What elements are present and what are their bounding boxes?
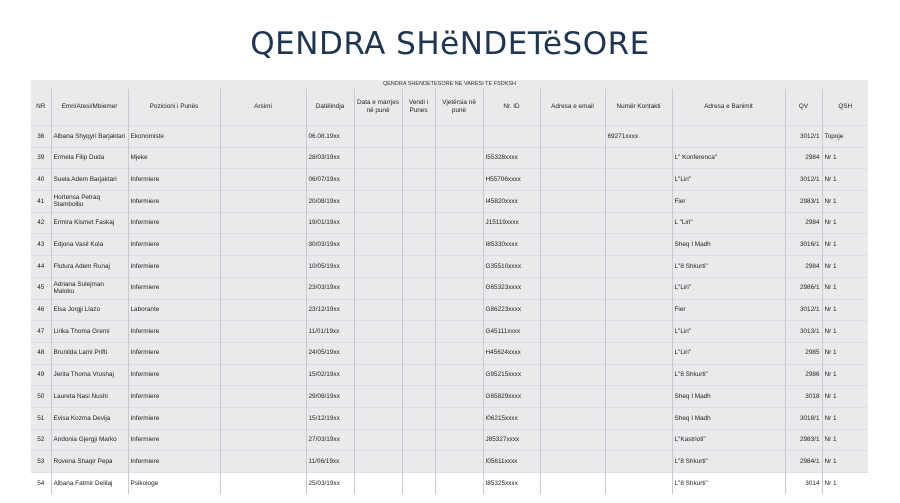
cell-full-name: Adriana Sulejman Maloku <box>51 277 128 299</box>
cell-education <box>220 126 306 148</box>
cell-row-number: 42 <box>31 212 51 234</box>
cell-qv: 2986/1 <box>785 277 822 299</box>
cell-hire-date <box>354 234 402 256</box>
table-row <box>31 451 868 473</box>
cell-contact-number <box>605 451 672 473</box>
cell-qsh: Nr 1 <box>822 277 868 299</box>
cell-position: Infermiere <box>128 191 220 213</box>
cell-birth-date: 19/01/19xx <box>306 212 354 234</box>
cell-education <box>220 407 306 429</box>
cell-birth-date: 15/02/19xx <box>306 364 354 386</box>
table-row <box>31 321 868 343</box>
cell-id-number: G35510xxxx <box>483 256 540 278</box>
cell-full-name: Ermira Kismet Faskaj <box>51 212 128 234</box>
cell-row-number: 39 <box>31 147 51 169</box>
page-title: QENDRA SHëNDETëSORE <box>250 26 650 62</box>
cell-contact-number <box>605 386 672 408</box>
cell-birth-date: 11/06/19xx <box>306 451 354 473</box>
cell-seniority <box>435 169 483 191</box>
cell-contact-number: 69271xxxx <box>605 126 672 148</box>
cell-id-number: H55706xxxx <box>483 169 540 191</box>
cell-id-number: G86223xxxx <box>483 299 540 321</box>
column-header: NR <box>31 89 51 126</box>
cell-birth-date: 23/03/19xx <box>306 277 354 299</box>
cell-education <box>220 321 306 343</box>
cell-contact-number <box>605 407 672 429</box>
cell-qsh: Topoje <box>822 126 868 148</box>
cell-home-address: L"Kastrioti" <box>672 429 785 451</box>
column-header: Arsimi <box>220 89 306 126</box>
cell-birth-date: 11/01/19xx <box>306 321 354 343</box>
column-header: Emri/Atesi/Mbiemer <box>51 89 128 126</box>
cell-full-name: Albana Shyqyri Barjaktari <box>51 126 128 148</box>
cell-birth-date: 23/12/19xx <box>306 299 354 321</box>
cell-qv: 2984/1 <box>785 451 822 473</box>
cell-seniority <box>435 126 483 148</box>
cell-id-number: G65829xxxx <box>483 386 540 408</box>
cell-home-address: Sheq I Madh <box>672 234 785 256</box>
cell-row-number: 50 <box>31 386 51 408</box>
table-row <box>31 473 868 494</box>
cell-row-number: 48 <box>31 342 51 364</box>
cell-full-name: Lirika Thoma Gremi <box>51 321 128 343</box>
cell-id-number: G65323xxxx <box>483 277 540 299</box>
cell-position: Infermiere <box>128 212 220 234</box>
cell-row-number: 46 <box>31 299 51 321</box>
cell-seniority <box>435 191 483 213</box>
cell-workplace <box>402 451 435 473</box>
cell-row-number: 51 <box>31 407 51 429</box>
cell-qv: 3012/1 <box>785 169 822 191</box>
cell-seniority <box>435 321 483 343</box>
cell-position: Infermiere <box>128 169 220 191</box>
cell-full-name: Suela Adem Barjaktari <box>51 169 128 191</box>
cell-row-number: 45 <box>31 277 51 299</box>
cell-qv: 3012/1 <box>785 126 822 148</box>
cell-qv: 2985 <box>785 342 822 364</box>
cell-id-number: I85325xxxx <box>483 473 540 494</box>
cell-workplace <box>402 342 435 364</box>
cell-hire-date <box>354 212 402 234</box>
cell-qsh: Nr 1 <box>822 169 868 191</box>
cell-contact-number <box>605 364 672 386</box>
table-row <box>31 299 868 321</box>
cell-id-number: G45111xxxx <box>483 321 540 343</box>
column-header: Data e marrjes në punë <box>354 89 402 126</box>
cell-hire-date <box>354 451 402 473</box>
cell-row-number: 41 <box>31 191 51 213</box>
cell-position: Ekonomiste <box>128 126 220 148</box>
cell-hire-date <box>354 364 402 386</box>
cell-education <box>220 212 306 234</box>
cell-id-number: I55328xxxx <box>483 147 540 169</box>
cell-home-address: L"Liri" <box>672 169 785 191</box>
cell-id-number: I06215xxxx <box>483 407 540 429</box>
table-row <box>31 126 868 148</box>
cell-hire-date <box>354 126 402 148</box>
cell-contact-number <box>605 234 672 256</box>
cell-hire-date <box>354 386 402 408</box>
cell-qsh: Nr 1 <box>822 473 868 494</box>
cell-workplace <box>402 299 435 321</box>
cell-id-number: I05611xxxx <box>483 451 540 473</box>
cell-birth-date: 30/03/19xx <box>306 234 354 256</box>
cell-home-address <box>672 126 785 148</box>
cell-qv: 2983/1 <box>785 191 822 213</box>
column-header: Numër Kontakti <box>605 89 672 126</box>
cell-workplace <box>402 386 435 408</box>
cell-row-number: 44 <box>31 256 51 278</box>
cell-seniority <box>435 407 483 429</box>
cell-education <box>220 299 306 321</box>
cell-email <box>540 364 605 386</box>
cell-contact-number <box>605 169 672 191</box>
cell-full-name: Ermela Filip Duda <box>51 147 128 169</box>
cell-full-name: Jerita Thoma Vrushaj <box>51 364 128 386</box>
cell-qv: 3012/1 <box>785 299 822 321</box>
cell-seniority <box>435 364 483 386</box>
cell-education <box>220 364 306 386</box>
cell-home-address: L"Liri" <box>672 321 785 343</box>
cell-seniority <box>435 212 483 234</box>
cell-position: Laborante <box>128 299 220 321</box>
cell-contact-number <box>605 256 672 278</box>
cell-education <box>220 429 306 451</box>
column-header: Adresa e email <box>540 89 605 126</box>
cell-qv: 2983/1 <box>785 429 822 451</box>
cell-position: Infermiere <box>128 429 220 451</box>
cell-position: Infermiere <box>128 386 220 408</box>
cell-qsh: Nr 1 <box>822 256 868 278</box>
cell-hire-date <box>354 147 402 169</box>
cell-birth-date: 25/03/19xx <box>306 473 354 494</box>
cell-qv: 2984 <box>785 212 822 234</box>
cell-education <box>220 234 306 256</box>
cell-home-address: L"Liri" <box>672 277 785 299</box>
cell-birth-date: 29/08/19xx <box>306 386 354 408</box>
cell-full-name: Andonia Gjergji Marko <box>51 429 128 451</box>
cell-contact-number <box>605 342 672 364</box>
cell-qsh: Nr 1 <box>822 147 868 169</box>
column-header: QV <box>785 89 822 126</box>
cell-home-address: L"Liri" <box>672 342 785 364</box>
cell-home-address: L"8 Shkurti" <box>672 364 785 386</box>
cell-seniority <box>435 277 483 299</box>
cell-position: Infermiere <box>128 234 220 256</box>
cell-qsh: Nr 1 <box>822 451 868 473</box>
cell-hire-date <box>354 429 402 451</box>
cell-full-name: Rovena Shaqir Pepa <box>51 451 128 473</box>
cell-workplace <box>402 321 435 343</box>
cell-qv: 3018 <box>785 386 822 408</box>
table-row <box>31 191 868 213</box>
cell-id-number: J15119xxxx <box>483 212 540 234</box>
cell-seniority <box>435 342 483 364</box>
cell-email <box>540 256 605 278</box>
cell-birth-date: 15/12/19xx <box>306 407 354 429</box>
cell-email <box>540 147 605 169</box>
cell-home-address: L" Konferenca" <box>672 147 785 169</box>
table-row <box>31 342 868 364</box>
table-row <box>31 256 868 278</box>
cell-position: Psikologe <box>128 473 220 494</box>
cell-seniority <box>435 299 483 321</box>
table-row <box>31 386 868 408</box>
cell-qsh: Nr 1 <box>822 429 868 451</box>
cell-email <box>540 321 605 343</box>
cell-education <box>220 256 306 278</box>
cell-qsh: Nr 1 <box>822 321 868 343</box>
cell-position: Infermiere <box>128 364 220 386</box>
cell-qsh: Nr 1 <box>822 364 868 386</box>
cell-education <box>220 473 306 494</box>
cell-hire-date <box>354 299 402 321</box>
cell-workplace <box>402 473 435 494</box>
cell-email <box>540 126 605 148</box>
cell-workplace <box>402 407 435 429</box>
cell-workplace <box>402 234 435 256</box>
cell-education <box>220 169 306 191</box>
cell-home-address: Fier <box>672 191 785 213</box>
cell-education <box>220 147 306 169</box>
table-row <box>31 169 868 191</box>
cell-row-number: 49 <box>31 364 51 386</box>
cell-row-number: 43 <box>31 234 51 256</box>
cell-email <box>540 451 605 473</box>
cell-education <box>220 451 306 473</box>
column-header: Adresa e Banimit <box>672 89 785 126</box>
cell-qv: 3016/1 <box>785 234 822 256</box>
cell-id-number: I45820xxxx <box>483 191 540 213</box>
column-header: Datëlindja <box>306 89 354 126</box>
cell-position: Infermiere <box>128 342 220 364</box>
column-header: Pozicioni i Punës <box>128 89 220 126</box>
cell-hire-date <box>354 256 402 278</box>
cell-workplace <box>402 277 435 299</box>
cell-email <box>540 191 605 213</box>
cell-workplace <box>402 256 435 278</box>
cell-hire-date <box>354 169 402 191</box>
cell-seniority <box>435 386 483 408</box>
table-row <box>31 364 868 386</box>
cell-seniority <box>435 234 483 256</box>
cell-hire-date <box>354 191 402 213</box>
column-header: Nr. ID <box>483 89 540 126</box>
cell-contact-number <box>605 277 672 299</box>
cell-id-number: J85327xxxx <box>483 429 540 451</box>
cell-workplace <box>402 126 435 148</box>
cell-contact-number <box>605 191 672 213</box>
table-row <box>31 429 868 451</box>
cell-full-name: Edjona Vasil Kola <box>51 234 128 256</box>
cell-row-number: 54 <box>31 473 51 494</box>
cell-position: Infermiere <box>128 407 220 429</box>
cell-email <box>540 407 605 429</box>
cell-qsh: Nr 1 <box>822 191 868 213</box>
cell-qv: 2984 <box>785 147 822 169</box>
cell-seniority <box>435 451 483 473</box>
cell-position: Infermiere <box>128 256 220 278</box>
cell-qv: 3013/1 <box>785 321 822 343</box>
cell-contact-number <box>605 473 672 494</box>
cell-position: Infermiere <box>128 277 220 299</box>
cell-email <box>540 169 605 191</box>
column-header: Vjetërsia në punë <box>435 89 483 126</box>
cell-hire-date <box>354 277 402 299</box>
cell-email <box>540 386 605 408</box>
cell-seniority <box>435 429 483 451</box>
cell-hire-date <box>354 473 402 494</box>
cell-seniority <box>435 256 483 278</box>
cell-home-address: Sheq I Madh <box>672 386 785 408</box>
cell-workplace <box>402 429 435 451</box>
cell-home-address: Sheq I Madh <box>672 407 785 429</box>
cell-email <box>540 234 605 256</box>
cell-home-address: L "Liri" <box>672 212 785 234</box>
table-header-row <box>31 89 868 126</box>
cell-contact-number <box>605 299 672 321</box>
cell-row-number: 47 <box>31 321 51 343</box>
cell-email <box>540 342 605 364</box>
cell-qsh: Nr 1 <box>822 386 868 408</box>
cell-workplace <box>402 212 435 234</box>
cell-education <box>220 342 306 364</box>
cell-birth-date: 28/03/19xx <box>306 147 354 169</box>
staff-table <box>31 89 868 494</box>
cell-workplace <box>402 169 435 191</box>
cell-contact-number <box>605 147 672 169</box>
cell-birth-date: 24/05/19xx <box>306 342 354 364</box>
cell-workplace <box>402 147 435 169</box>
cell-birth-date: 27/03/19xx <box>306 429 354 451</box>
cell-workplace <box>402 364 435 386</box>
cell-full-name: Albana Fatmir Delilaj <box>51 473 128 494</box>
cell-full-name: Flutura Adem Runaj <box>51 256 128 278</box>
table-row <box>31 212 868 234</box>
table-caption: QENDRA SHENDETESORE NE VARESI TE FSDKSH <box>382 81 517 87</box>
cell-contact-number <box>605 429 672 451</box>
cell-hire-date <box>354 407 402 429</box>
cell-full-name: Laureta Nasi Nushi <box>51 386 128 408</box>
cell-position: Infermiere <box>128 451 220 473</box>
cell-row-number: 53 <box>31 451 51 473</box>
cell-qsh: Nr 1 <box>822 234 868 256</box>
cell-id-number: H45624xxxx <box>483 342 540 364</box>
cell-id-number: I85330xxxx <box>483 234 540 256</box>
cell-id-number: G95215xxxx <box>483 364 540 386</box>
cell-row-number: 52 <box>31 429 51 451</box>
cell-full-name: Elsa Jorgji Llazo <box>51 299 128 321</box>
cell-row-number: 40 <box>31 169 51 191</box>
cell-email <box>540 212 605 234</box>
table-row <box>31 234 868 256</box>
cell-qsh: Nr 1 <box>822 407 868 429</box>
cell-home-address: L"8 Shkurti" <box>672 451 785 473</box>
cell-position: Infermiere <box>128 321 220 343</box>
cell-position: Mjeke <box>128 147 220 169</box>
table-row <box>31 277 868 299</box>
cell-email <box>540 429 605 451</box>
cell-seniority <box>435 147 483 169</box>
table-row <box>31 407 868 429</box>
cell-qv: 3018/1 <box>785 407 822 429</box>
cell-qsh: Nr 1 <box>822 212 868 234</box>
cell-birth-date: 06/07/19xx <box>306 169 354 191</box>
cell-home-address: Fier <box>672 299 785 321</box>
cell-email <box>540 277 605 299</box>
cell-birth-date: 20/08/19xx <box>306 191 354 213</box>
cell-full-name: Brunilda Lami Prifti <box>51 342 128 364</box>
cell-birth-date: 10/05/19xx <box>306 256 354 278</box>
table-row <box>31 147 868 169</box>
cell-full-name: Evisa Kozma Devija <box>51 407 128 429</box>
column-header: Vendi i Punes <box>402 89 435 126</box>
table-body <box>31 126 868 494</box>
cell-id-number <box>483 126 540 148</box>
column-header: QSH <box>838 103 853 110</box>
cell-qv: 2986 <box>785 364 822 386</box>
cell-home-address: L"8 Shkurti" <box>672 256 785 278</box>
cell-education <box>220 277 306 299</box>
cell-hire-date <box>354 342 402 364</box>
staff-table-sheet <box>31 80 868 487</box>
cell-email <box>540 299 605 321</box>
cell-birth-date: 06.08.19xx <box>306 126 354 148</box>
cell-contact-number <box>605 321 672 343</box>
cell-qv: 3014 <box>785 473 822 494</box>
cell-contact-number <box>605 212 672 234</box>
cell-email <box>540 473 605 494</box>
cell-qsh: Nr 1 <box>822 299 868 321</box>
cell-education <box>220 191 306 213</box>
cell-workplace <box>402 191 435 213</box>
cell-row-number: 36 <box>31 126 51 148</box>
cell-qv: 2984 <box>785 256 822 278</box>
cell-seniority <box>435 473 483 494</box>
cell-qsh: Nr 1 <box>822 342 868 364</box>
cell-hire-date <box>354 321 402 343</box>
cell-education <box>220 386 306 408</box>
cell-full-name: Hortensa Petraq Stambolliu <box>51 191 128 213</box>
cell-home-address: L"8 Shkurti" <box>672 473 785 494</box>
